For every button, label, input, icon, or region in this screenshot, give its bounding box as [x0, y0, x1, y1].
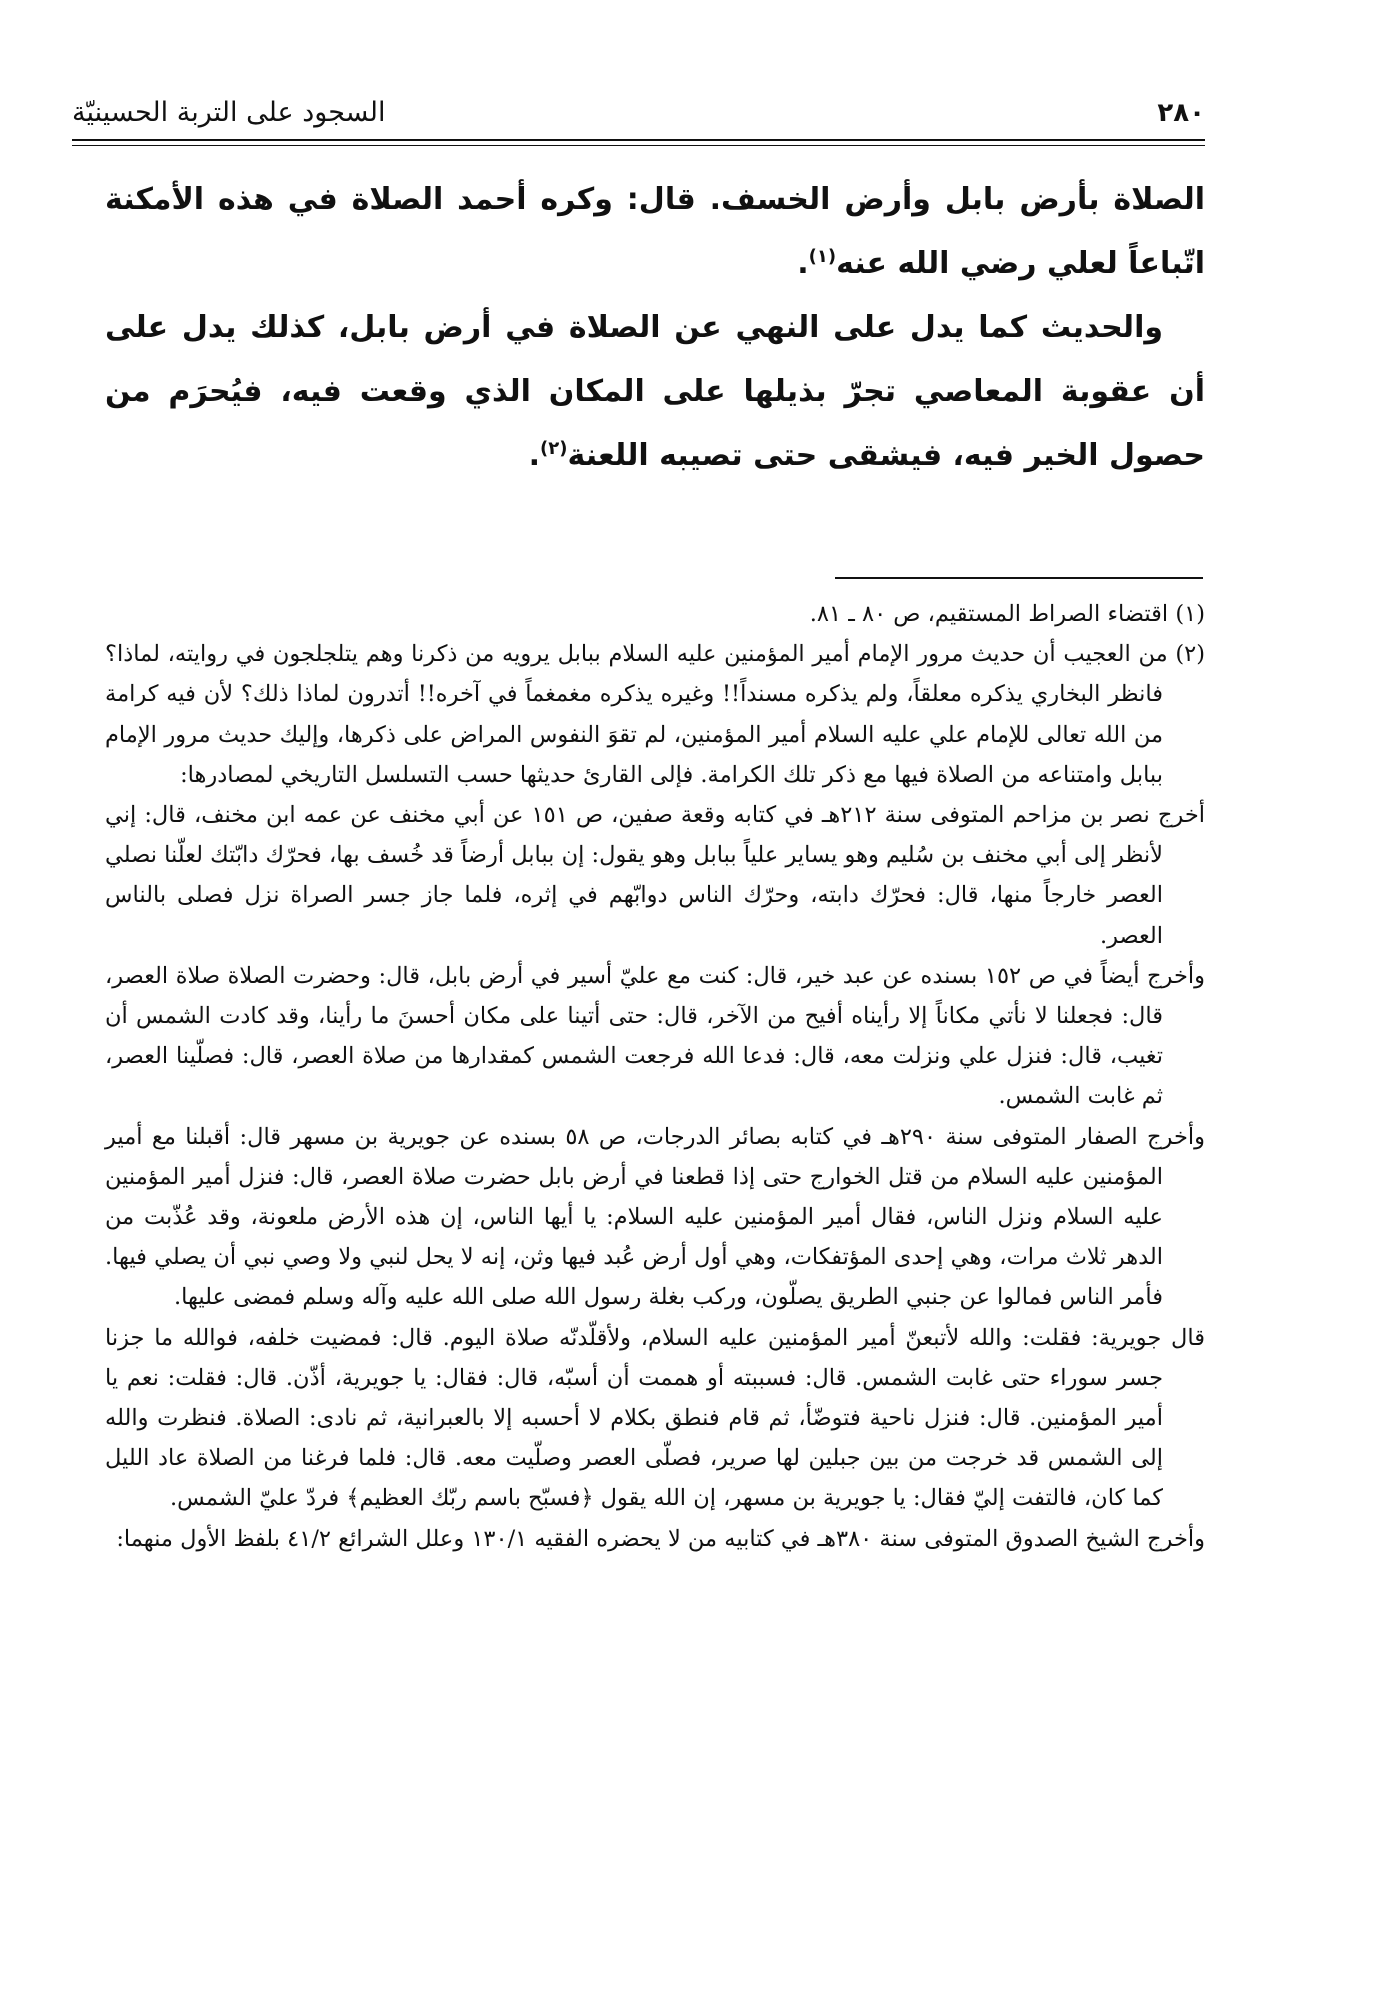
- footnote-number: (٢): [1175, 641, 1205, 668]
- paragraph-text: والحديث كما يدل على النهي عن الصلاة في أرض بابل، كذلك يدل على أن عقوبة المعاصي تجرّ بذيلها على المكان الذي وقعت فيه، فيُحرَم من حصول الخير فيه، فيشقى حتى تصيبه اللعنة: [105, 310, 1205, 473]
- paragraph-end-punct: .: [797, 246, 809, 281]
- main-body-text: [105, 168, 1205, 488]
- footnote-number: (١): [1175, 601, 1205, 627]
- body-paragraph: [105, 296, 1205, 488]
- header-double-rule: [72, 139, 1205, 146]
- footnote-reference[interactable]: (١): [808, 246, 837, 267]
- book-title: السجود على التربة الحسينيّة: [72, 97, 386, 128]
- footnote-source-saffar: وأخرج الصفار المتوفى سنة ٢٩٠هـ في كتابه بصائر الدرجات، ص ٥٨ بسنده عن جويرية بن مسهر قال: أقبلنا مع أمير المؤمنين عليه السلام من قتل الخوارج حتى إذا قطعنا في أرض بابل حضرت صلاة العصر، قال: فنزل أمير المؤمنين عليه السلام ونزل الناس، فقال أمير المؤمنين عليه السلام: يا أيها الناس، إن هذه الأرض ملعونة، وقد عُذّبت من الدهر ثلاث مرات، وهي إحدى المؤتفكات، وهي أول أرض عُبد فيها وثن، إنه لا يحل لنبي ولا وصي نبي أن يصلي فيها. فأمر الناس فمالوا عن جنبي الطريق يصلّون، وركب بغلة رسول الله صلى الله عليه وآله وسلم فمضى عليها.: [105, 1123, 1205, 1311]
- footnote-source-abd-khayr: وأخرج أيضاً في ص ١٥٢ بسنده عن عبد خير، قال: كنت مع عليّ أسير في أرض بابل، قال: وحضرت الصلاة صلاة العصر، قال: فجعلنا لا نأتي مكاناً إلا رأيناه أفيح من الآخر، قال: حتى أتينا على مكان أحسنَ ما رأينا، وقد كادت الشمس أن تغيب، قال: فنزل علي ونزلت معه، قال: فدعا الله فرجعت الشمس كمقدارها من صلاة العصر، قال: فصلّينا العصر، ثم غابت الشمس.: [105, 962, 1205, 1110]
- footnote-text: اقتضاء الصراط المستقيم، ص ٨٠ ـ ٨١.: [809, 601, 1169, 627]
- paragraph-text: الصلاة بأرض بابل وأرض الخسف. قال: وكره أحمد الصلاة في هذه الأمكنة اتّباعاً لعلي رضي الله عنه: [105, 182, 1205, 281]
- footnote-2: [105, 634, 1205, 795]
- paragraph-end-punct: .: [528, 438, 541, 473]
- footnote-reference[interactable]: (٢): [540, 438, 568, 459]
- footnote-1: [105, 594, 1205, 634]
- footnotes-section: [105, 594, 1205, 1559]
- body-paragraph: [105, 168, 1205, 296]
- page-number: ٢٨٠: [1157, 98, 1205, 128]
- footnote-source-juwayriya: قال جويرية: فقلت: والله لأتبعنّ أمير المؤمنين عليه السلام، ولأقلّدنّه صلاة اليوم. قال: فمضيت خلفه، فوالله ما جزنا جسر سوراء حتى غابت الشمس. قال: فسببته أو هممت أن أسبّه، قال: فقال: يا جويرية، أذّن. قال: فقلت: نعم يا أمير المؤمنين. قال: فنزل ناحية فتوضّأ، ثم قام فنطق بكلام لا أحسبه إلا بالعبرانية، ثم نادى: الصلاة. فنظرت والله إلى الشمس قد خرجت من بين جبلين لها صرير، فصلّى العصر وصلّيت معه. قال: فلما فرغنا من الصلاة عاد الليل كما كان، فالتفت إليّ فقال: يا جويرية بن مسهر، إن الله يقول ﴿فسبّح باسم ربّك العظيم﴾ فردّ عليّ الشمس.: [105, 1324, 1205, 1512]
- footnote-source-nasr: أخرج نصر بن مزاحم المتوفى سنة ٢١٢هـ في كتابه وقعة صفين، ص ١٥١ عن أبي مخنف عن عمه ابن مخنف، قال: إني لأنظر إلى أبي مخنف بن سُليم وهو يساير علياً ببابل وهو يقول: إن ببابل أرضاً قد خُسف بها، فحرّك دابّتك لعلّنا نصلي العصر خارجاً منها، قال: فحرّك دابته، وحرّك الناس دوابّهم في إثره، فلما جاز جسر الصراة نزل فصلى بالناس العصر.: [105, 802, 1205, 949]
- running-header: [72, 95, 1205, 139]
- footnote-text: من العجيب أن حديث مرور الإمام أمير المؤمنين عليه السلام ببابل يرويه من ذكرنا وهم يتلجلجون في روايته، لماذا؟ فانظر البخاري يذكره معلقاً، ولم يذكره مسنداً!! وغيره يذكره مغمغماً في آخره!! أتدرون لماذا ذلك؟ لأن فيه كرامة من الله تعالى للإمام علي عليه السلام أمير المؤمنين، لم تقوَ النفوس المراض على ذكرها، وإليك حديث مرور الإمام ببابل وامتناعه من الصلاة فيها مع ذكر تلك الكرامة. فإلى القارئ حديثها حسب التسلسل التاريخي لمصادرها:: [105, 641, 1168, 788]
- footnote-separator: [835, 577, 1203, 579]
- footnote-source-saduq: وأخرج الشيخ الصدوق المتوفى سنة ٣٨٠هـ في كتابيه من لا يحضره الفقيه ١٣٠/١ وعلل الشرائع ٤١/٢ بلفظ الأول منهما:: [116, 1525, 1205, 1552]
